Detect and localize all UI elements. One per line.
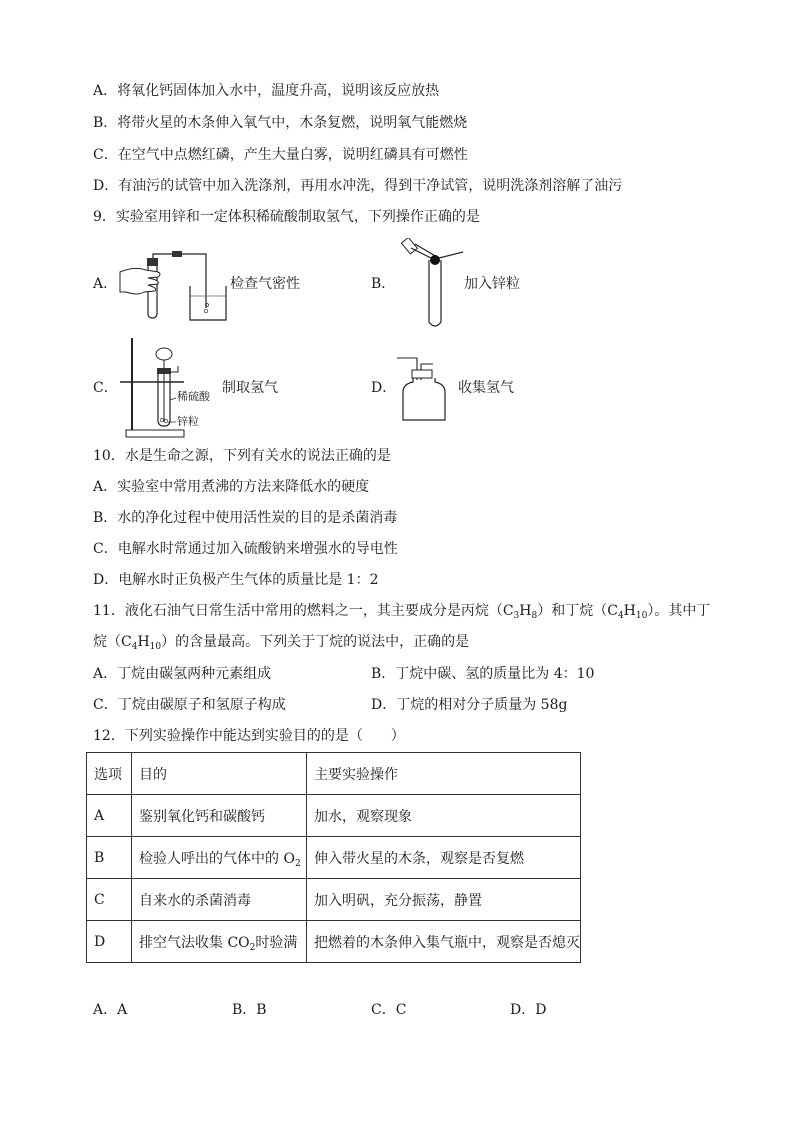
q10-option-a: A．实验室中常用煮沸的方法来降低水的硬度 xyxy=(93,479,370,495)
q9-option-c-letter: C． xyxy=(93,380,118,396)
q12-answer-b: B．B xyxy=(232,1002,267,1018)
table-cell-goal: 鉴别氧化钙和碳酸钙 xyxy=(132,795,307,837)
table-cell-operation: 加水，观察现象 xyxy=(307,795,581,837)
table-row xyxy=(87,879,581,921)
q12-answer-c: C．C xyxy=(371,1002,407,1018)
q9-option-a-caption: 检查气密性 xyxy=(230,276,300,292)
q12-stem: 12．下列实验操作中能达到实验目的的是（ ） xyxy=(93,728,405,744)
table-header-goal: 目的 xyxy=(132,753,307,795)
q11-stem-line1: 11．液化石油气日常生活中常用的燃料之一，其主要成分是丙烷$(C_3H_8)$和丁烷$(C_4H_{10})$。其中丁 xyxy=(93,603,711,621)
q9-c-label-dilute-acid: 稀硫酸 xyxy=(177,390,210,403)
q9-stem: 9．实验室用锌和一定体积稀硫酸制取氢气，下列操作正确的是 xyxy=(93,209,480,225)
table-cell-goal: 自来水的杀菌消毒 xyxy=(132,879,307,921)
q11-option-d: D．丁烷的相对分子质量为 58g xyxy=(371,697,568,713)
table-cell-option: B xyxy=(87,837,132,879)
table-row xyxy=(87,837,581,879)
table-cell-goal: 检验人呼出的气体中的 $O_2$ xyxy=(132,837,307,879)
table-cell-goal: 排空气法收集 $CO_2$时验满 xyxy=(132,921,307,963)
q10-option-d: D．电解水时正负极产生气体的质量比是 1：2 xyxy=(93,572,379,588)
table-header-row xyxy=(87,753,581,795)
q12-answer-d: D．D xyxy=(510,1002,547,1018)
q11-option-a: A．丁烷由碳氢两种元素组成 xyxy=(93,666,272,682)
table-cell-option: C xyxy=(87,879,132,921)
add-zinc-figure xyxy=(395,238,465,330)
table-cell-operation: 把燃着的木条伸入集气瓶中，观察是否熄灭 xyxy=(307,921,581,963)
q9-option-b-letter: B． xyxy=(371,276,396,292)
q12-table xyxy=(86,752,581,963)
q11-option-b: B．丁烷中碳、氢的质量比为 4：10 xyxy=(371,666,595,682)
q10-stem: 10．水是生命之源，下列有关水的说法正确的是 xyxy=(93,448,391,464)
q9-c-label-zinc: 锌粒 xyxy=(177,415,199,428)
gas-tightness-check-figure xyxy=(118,248,230,324)
table-header-option: 选项 xyxy=(87,753,132,795)
q8-option-c: C．在空气中点燃红磷，产生大量白雾，说明红磷具有可燃性 xyxy=(93,147,468,163)
table-cell-option: D xyxy=(87,921,132,963)
q10-option-c: C．电解水时常通过加入硫酸钠来增强水的导电性 xyxy=(93,541,398,557)
table-cell-operation: 加入明矾，充分振荡，静置 xyxy=(307,879,581,921)
q9-option-b-caption: 加入锌粒 xyxy=(464,276,520,292)
q11-stem-line2: 烷$(C_4H_{10})$的含量最高。下列关于丁烷的说法中，正确的是 xyxy=(93,634,470,652)
q9-option-d-letter: D． xyxy=(371,380,397,396)
q9-option-a-letter: A． xyxy=(93,276,118,292)
table-cell-operation: 伸入带火星的木条，观察是否复燃 xyxy=(307,837,581,879)
table-row xyxy=(87,921,581,963)
q9-option-d-caption: 收集氢气 xyxy=(458,380,514,396)
table-cell-option: A xyxy=(87,795,132,837)
q12-answer-a: A．A xyxy=(93,1002,128,1018)
q9-option-c-caption: 制取氢气 xyxy=(222,380,278,396)
hydrogen-collection-figure xyxy=(395,352,451,422)
q10-option-b: B．水的净化过程中使用活性炭的目的是杀菌消毒 xyxy=(93,510,398,526)
q8-option-a: A．将氧化钙固体加入水中，温度升高，说明该反应放热 xyxy=(93,83,440,99)
table-header-operation: 主要实验操作 xyxy=(307,753,581,795)
q8-option-d: D．有油污的试管中加入洗涤剂，再用水冲洗，得到干净试管，说明洗涤剂溶解了油污 xyxy=(93,178,623,194)
table-row xyxy=(87,795,581,837)
q8-option-b: B．将带火星的木条伸入氧气中，木条复燃，说明氧气能燃烧 xyxy=(93,115,468,131)
q11-option-c: C．丁烷由碳原子和氢原子构成 xyxy=(93,697,286,713)
